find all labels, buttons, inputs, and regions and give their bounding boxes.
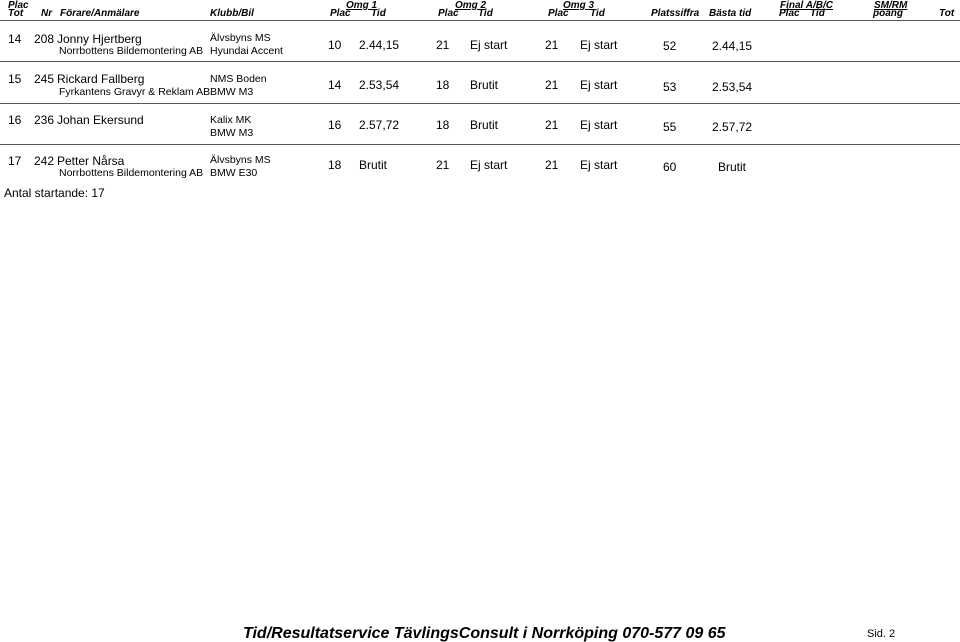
- header-omg2-tid: Tid: [478, 8, 493, 19]
- header-platssiffra: Platssiffra: [651, 8, 700, 19]
- cell-omg2-tid: Brutit: [470, 78, 499, 92]
- cell-plac: 17: [8, 154, 22, 168]
- header-omg3: Omg 3: [563, 0, 595, 11]
- header-driver-entrant: Förare/Anmälare: [60, 8, 140, 19]
- cell-omg2-tid: Ej start: [470, 38, 508, 52]
- page-number: Sid. 2: [867, 628, 896, 640]
- header-poang: poäng: [873, 8, 903, 19]
- cell-omg1-tid: 2.53,54: [359, 78, 400, 92]
- row-divider: [0, 144, 960, 145]
- header-divider: [0, 20, 960, 21]
- cell-entrant: Norrbottens Bildemontering AB: [59, 167, 204, 179]
- cell-car: Hyundai Accent: [210, 45, 283, 57]
- cell-omg1-tid: 2.57,72: [359, 118, 400, 132]
- cell-omg2-tid: Brutit: [470, 118, 499, 132]
- cell-omg3-plac: 21: [545, 38, 559, 52]
- cell-plac: 16: [8, 113, 22, 127]
- cell-omg1-tid: Brutit: [359, 158, 388, 172]
- header-omg3-tid: Tid: [590, 8, 605, 19]
- cell-driver: Petter Nårsa: [57, 154, 125, 168]
- cell-basta-tid: 2.57,72: [712, 120, 753, 134]
- cell-omg2-plac: 21: [436, 38, 450, 52]
- cell-omg1-plac: 16: [328, 118, 342, 132]
- cell-nr: 208: [34, 32, 55, 46]
- header-plac: Plac: [8, 0, 29, 11]
- header-nr: Nr: [41, 8, 53, 19]
- cell-omg1-tid: 2.44,15: [359, 38, 400, 52]
- cell-omg1-plac: 10: [328, 38, 342, 52]
- cell-omg1-plac: 14: [328, 78, 342, 92]
- cell-omg2-tid: Ej start: [470, 158, 508, 172]
- cell-club: Älvsbyns MS: [210, 154, 271, 166]
- header-final: Final A/B/C: [780, 0, 833, 11]
- cell-plac: 15: [8, 72, 22, 86]
- cell-omg3-tid: Ej start: [580, 118, 618, 132]
- cell-entrant: Fyrkantens Gravyr & Reklam AB: [59, 86, 211, 98]
- cell-omg1-plac: 18: [328, 158, 342, 172]
- header-omg2-plac: Plac: [438, 8, 459, 19]
- cell-nr: 245: [34, 72, 55, 86]
- header-omg3-plac: Plac: [548, 8, 569, 19]
- cell-omg2-plac: 18: [436, 118, 450, 132]
- cell-car: BMW M3: [210, 86, 254, 98]
- header-omg1-plac: Plac: [330, 8, 351, 19]
- cell-driver: Rickard Fallberg: [57, 72, 145, 86]
- footer-service: Tid/Resultatservice TävlingsConsult i Norrköping 070-577 09 65: [243, 625, 726, 642]
- cell-entrant: Norrbottens Bildemontering AB: [59, 45, 204, 57]
- header-omg1-tid: Tid: [371, 8, 386, 19]
- header-final-tid: Tid: [810, 8, 825, 19]
- header-tot-end: Tot: [939, 8, 955, 19]
- header-smrm: SM/RM: [874, 0, 908, 11]
- cell-basta-tid: 2.44,15: [712, 39, 753, 53]
- cell-platssiffra: 55: [663, 120, 677, 134]
- cell-driver: Jonny Hjertberg: [57, 32, 142, 46]
- header-club-car: Klubb/Bil: [210, 8, 254, 19]
- cell-omg2-plac: 18: [436, 78, 450, 92]
- cell-club: Älvsbyns MS: [210, 32, 271, 44]
- cell-nr: 242: [34, 154, 55, 168]
- cell-car: BMW E30: [210, 167, 258, 179]
- row-divider: [0, 103, 960, 104]
- cell-omg3-plac: 21: [545, 158, 559, 172]
- cell-driver: Johan Ekersund: [57, 113, 144, 127]
- cell-omg3-tid: Ej start: [580, 38, 618, 52]
- cell-omg3-plac: 21: [545, 78, 559, 92]
- header-basta-tid: Bästa tid: [709, 8, 752, 19]
- header-omg2: Omg 2: [455, 0, 487, 11]
- cell-omg3-tid: Ej start: [580, 158, 618, 172]
- cell-car: BMW M3: [210, 127, 254, 139]
- header-omg1: Omg 1: [346, 0, 378, 11]
- cell-plac: 14: [8, 32, 22, 46]
- starters-count: Antal startande: 17: [4, 186, 105, 200]
- cell-omg3-plac: 21: [545, 118, 559, 132]
- row-divider: [0, 61, 960, 62]
- cell-platssiffra: 52: [663, 39, 677, 53]
- cell-omg3-tid: Ej start: [580, 78, 618, 92]
- cell-basta-tid: 2.53,54: [712, 80, 753, 94]
- cell-platssiffra: 53: [663, 80, 677, 94]
- cell-basta-tid: Brutit: [718, 160, 747, 174]
- header-tot: Tot: [8, 8, 24, 19]
- header-final-plac: Plac: [779, 8, 800, 19]
- cell-omg2-plac: 21: [436, 158, 450, 172]
- cell-platssiffra: 60: [663, 160, 677, 174]
- cell-club: Kalix MK: [210, 114, 252, 126]
- cell-club: NMS Boden: [210, 73, 267, 85]
- cell-nr: 236: [34, 113, 55, 127]
